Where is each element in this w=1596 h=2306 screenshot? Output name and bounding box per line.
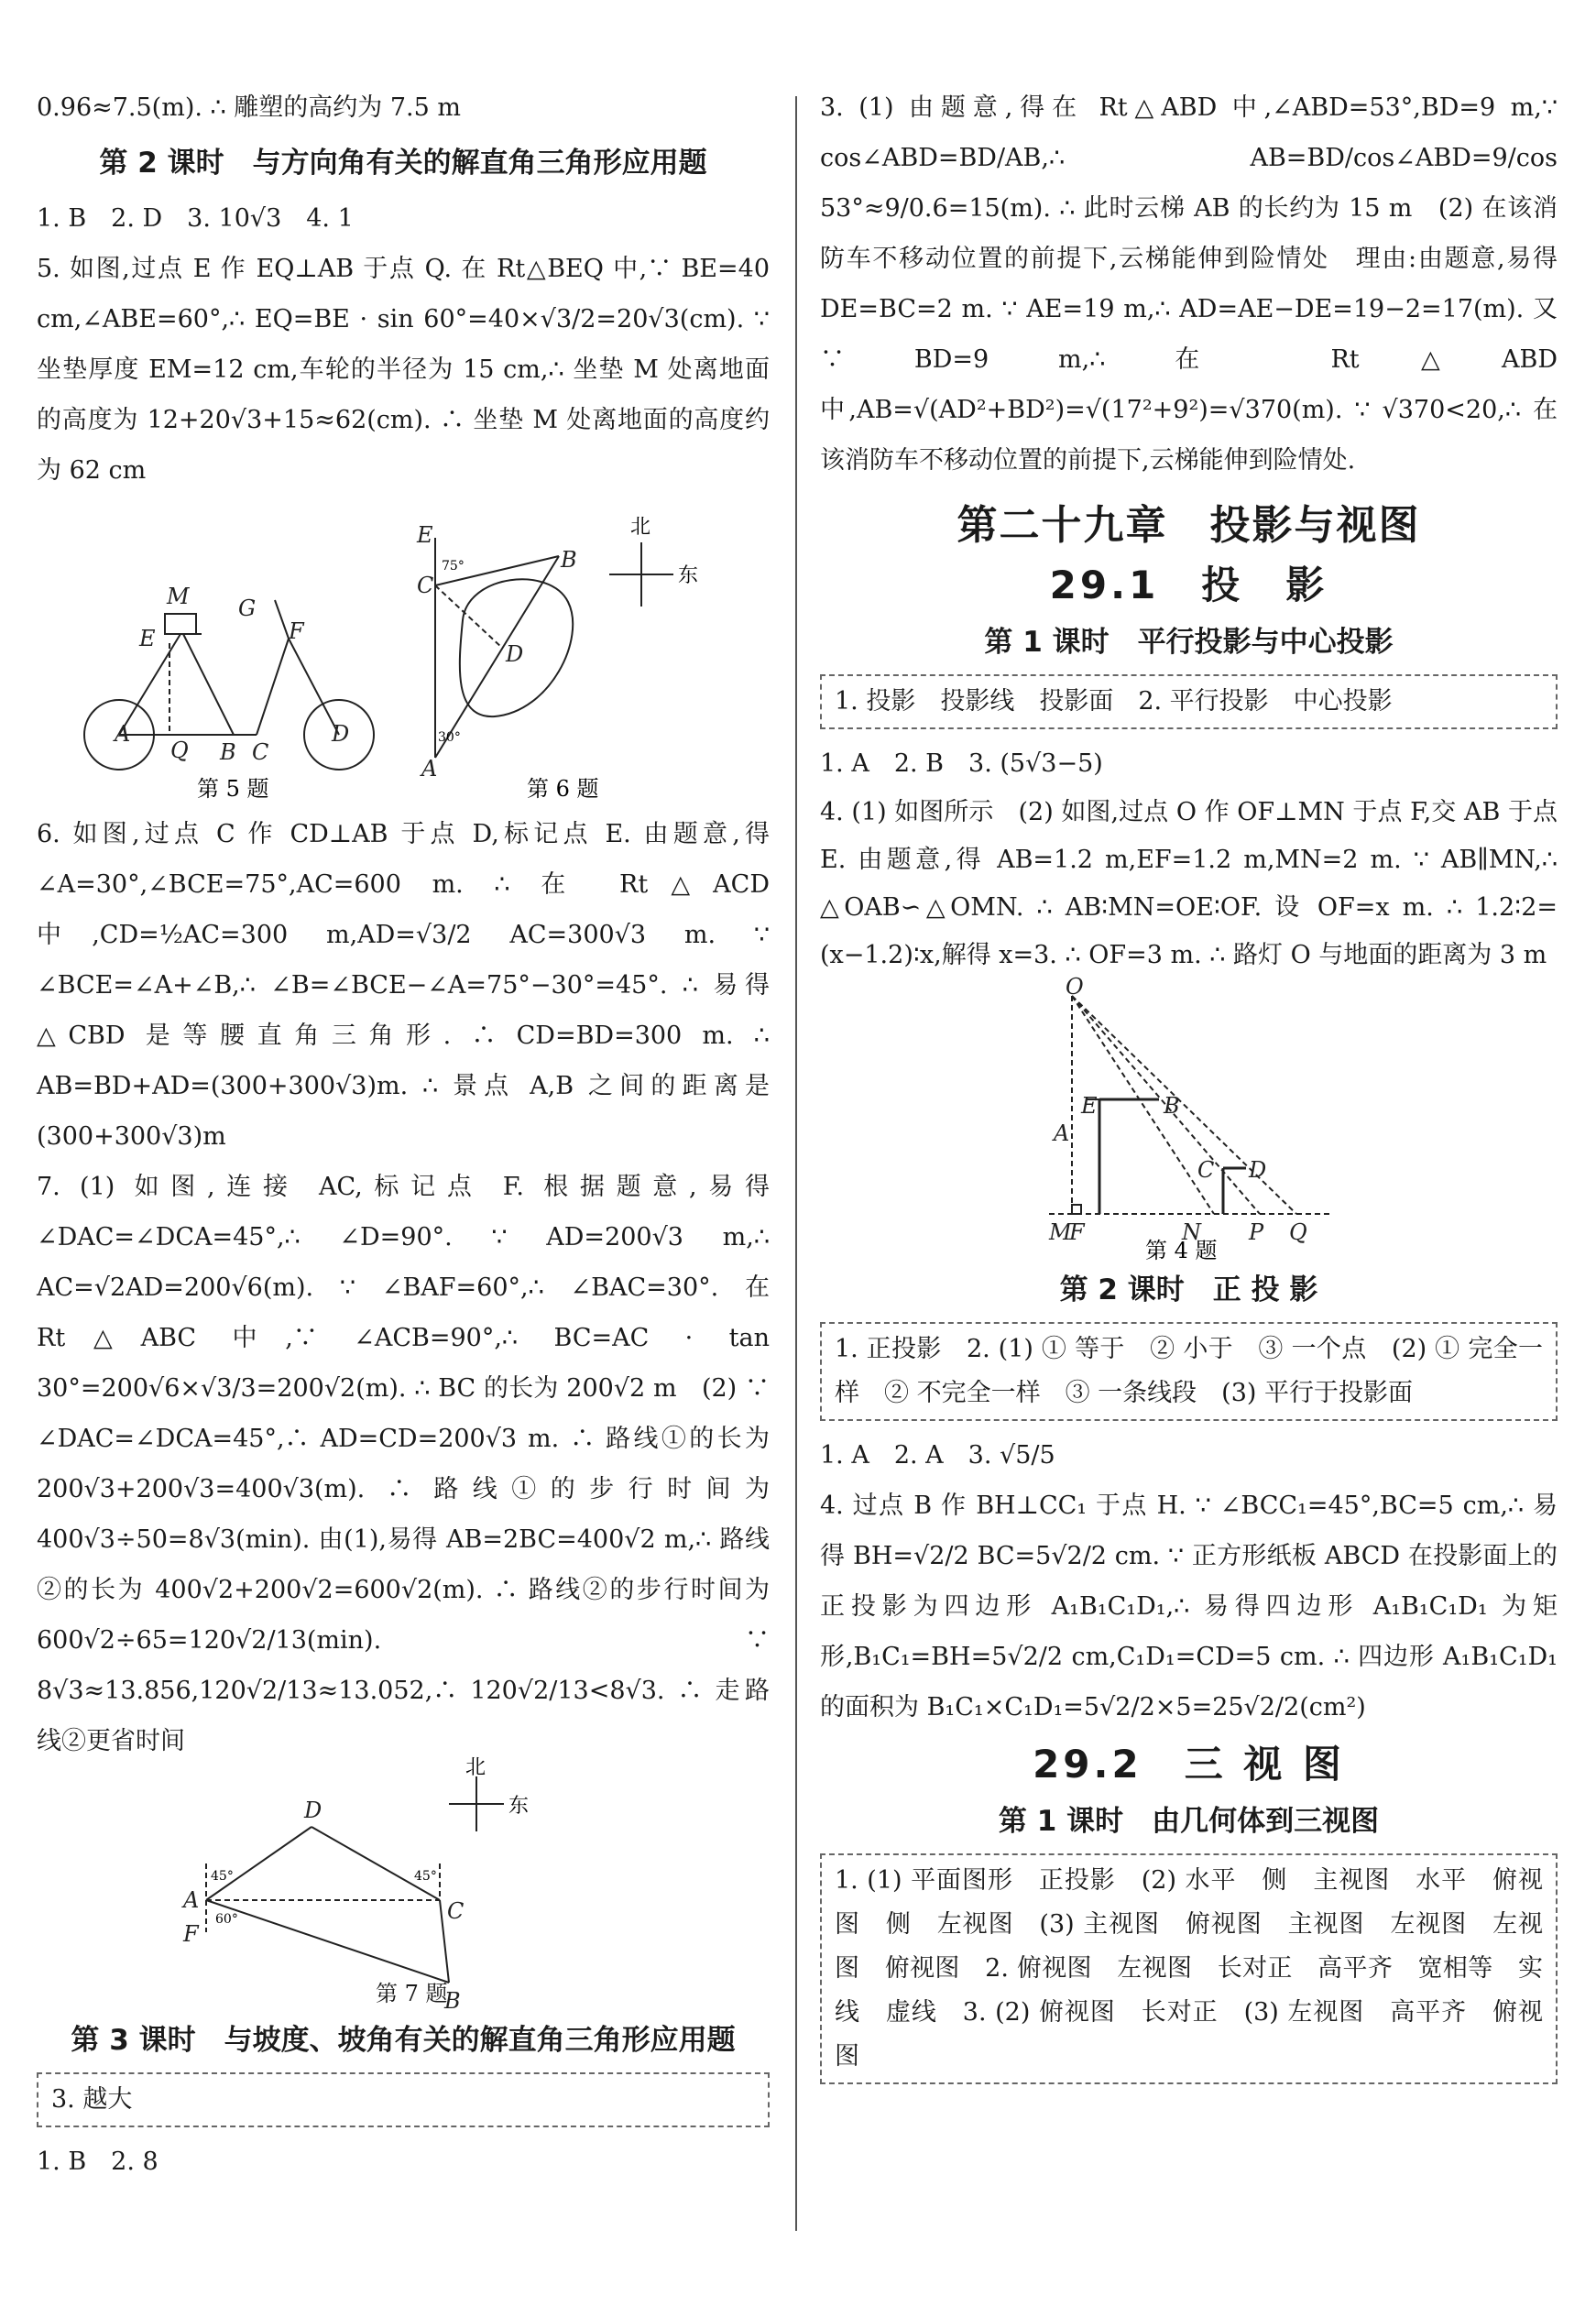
- label-C: C: [252, 739, 269, 765]
- north-label-7: 北: [465, 1756, 486, 1779]
- key-points-box: [820, 674, 1558, 729]
- answers-last: 1. B 2. 8: [37, 2148, 159, 2176]
- lesson-heading-3: 第 3 课时 与坡度、坡角有关的解直角三角形应用题: [71, 2024, 736, 2057]
- figure-4: [820, 974, 1558, 1263]
- label-C6: C: [417, 573, 434, 598]
- caption-6: 第 6 题: [527, 776, 599, 802]
- answers: 1. A 2. B 3. (5√3−5): [820, 749, 1103, 778]
- label-D: D: [1249, 1157, 1267, 1183]
- label-A6: A: [421, 756, 438, 781]
- label-M: M: [1049, 1219, 1072, 1245]
- label-D7: D: [304, 1798, 322, 1823]
- question-5: 5. 如图,过点 E 作 EQ⊥AB 于点 Q. 在 Rt△BEQ 中,∵ BE=40 cm,∠ABE=60°,∴ EQ=BE · sin 60°=40×√3/2=20√3(cm). ∵ 坐垫厚度 EM=12 cm,车轮的半径为 15 cm,∴ 坐垫 M 处离地面的高度为 12+20√3+15≈62(cm). ∴ 坐垫 M 处离地面的高度约为 62 cm: [37, 255, 770, 485]
- label-D: D: [332, 721, 350, 747]
- box-text: 1. 投影 投影线 投影面 2. 平行投影 中心投影: [835, 687, 1393, 716]
- question-7: 7. (1) 如图,连接 AC,标记点 F. 根据题意,易得∠DAC=∠DCA=45°,∴ ∠D=90°. ∵ AD=200√3 m,∴ AC=√2AD=200√6(m). ∵ ∠BAF=60°,∴ ∠BAC=30°. 在 Rt△ABC 中,∵ ∠ACB=90°,∴ BC=AC · tan 30°=200√6×√3/3=200√2(m). ∴ BC 的长为 200√2 m (2) ∵ ∠DAC=∠DCA=45°,∴ AD=CD=200√3 m. ∴ 路线①的长为 200√3+200√3=400√3(m). ∴ 路线①的步行时间为 400√3÷50=8√3(min). 由(1),易得 AB=2BC=400√2 m,∴ 路线②的长为 400√2+200√2=600√2(m). ∴ 路线②的步行时间为 600√2÷65=120√2/13(min). ∵ 8√3≈13.856,120√2/13≈13.052,∴ 120√2/13<8√3. ∴ 走路线②更省时间: [37, 1173, 770, 1755]
- label-B7: B: [444, 1988, 461, 2014]
- column-divider: [795, 96, 797, 2231]
- label-N: N: [1182, 1219, 1201, 1245]
- lesson-heading: 第 1 课时 平行投影与中心投影: [984, 626, 1394, 659]
- text-line: 0.96≈7.5(m). ∴ 雕塑的高约为 7.5 m: [37, 93, 461, 122]
- label-A: A: [115, 721, 131, 747]
- key-points-box-3: [820, 1853, 1558, 2084]
- label-C7: C: [447, 1898, 465, 1924]
- label-B: B: [220, 739, 236, 765]
- east-label-7: 东: [508, 1795, 530, 1818]
- label-B6: B: [561, 547, 577, 573]
- figure-7-svg: [37, 1756, 770, 2014]
- lesson-heading-3: 第 1 课时 由几何体到三视图: [998, 1805, 1380, 1838]
- figure-4-svg: [820, 974, 1558, 1263]
- question-4: 4. (1) 如图所示 (2) 如图,过点 O 作 OF⊥MN 于点 F,交 AB 于点 E. 由题意,得 AB=1.2 m,EF=1.2 m,MN=2 m. ∵ AB∥MN,∴ △OAB∽△OMN. ∴ AB∶MN=OE∶OF. 设 OF=x m. ∴ 1.2∶2=(x−1.2)∶x,解得 x=3. ∴ OF=3 m. ∴ 路灯 O 与地面的距离为 3 m: [820, 798, 1558, 969]
- east-label: 东: [678, 564, 699, 587]
- right-column: [820, 82, 1558, 2093]
- label-E: E: [1081, 1093, 1098, 1119]
- figure-7: [37, 1756, 770, 2014]
- chapter-title: 第二十九章 投影与视图: [957, 502, 1421, 549]
- label-M: M: [167, 584, 190, 609]
- label-F7: F: [183, 1921, 199, 1947]
- angle-45a: 45°: [211, 1869, 234, 1884]
- key-points-box-2: [820, 1322, 1558, 1421]
- label-A: A: [1054, 1120, 1070, 1146]
- lesson-heading: 第 2 课时 与方向角有关的解直角三角形应用题: [99, 147, 707, 180]
- answers: 1. B 2. D 3. 10√3 4. 1: [37, 204, 354, 233]
- angle-75: 75°: [442, 559, 465, 574]
- question-3: 3. (1) 由题意,得在 Rt△ABD 中,∠ABD=53°,BD=9 m,∵ cos∠ABD=BD/AB,∴ AB=BD/cos∠ABD=9/cos 53°≈9/0.6=15(m). ∴ 此时云梯 AB 的长约为 15 m (2) 在该消防车不移动位置的前提下,云梯能伸到险情处 理由:由题意,易得 DE=BC=2 m. ∵ AE=19 m,∴ AD=AE−DE=19−2=17(m). 又∵ BD=9 m,∴ 在 Rt△ABD 中,AB=√(AD²+BD²)=√(17²+9²)=√370(m). ∵ √370<20,∴ 在该消防车不移动位置的前提下,云梯能伸到险情处.: [820, 93, 1558, 475]
- figure-6: [435, 538, 673, 758]
- label-C: C: [1197, 1157, 1215, 1183]
- caption-5: 第 5 题: [197, 776, 269, 802]
- box-text: 1. 正投影 2. (1) ① 等于 ② 小于 ③ 一个点 (2) ① 完全一样 ② 不完全一样 ③ 一条线段 (3) 平行于投影面: [835, 1335, 1543, 1407]
- answers-2: 1. A 2. A 3. √5/5: [820, 1441, 1055, 1470]
- label-B: B: [1164, 1093, 1180, 1119]
- label-P: P: [1249, 1219, 1264, 1245]
- label-Q: Q: [170, 738, 189, 763]
- label-D6: D: [506, 641, 524, 667]
- label-A7: A: [183, 1887, 200, 1913]
- figure-5-6-svg: [37, 501, 770, 803]
- label-Q: Q: [1289, 1219, 1307, 1245]
- box-text: 3. 越大: [51, 2085, 133, 2114]
- caption-4: 第 4 题: [1145, 1238, 1218, 1263]
- question-4b: 4. 过点 B 作 BH⊥CC₁ 于点 H. ∵ ∠BCC₁=45°,BC=5 cm,∴ 易得 BH=√2/2 BC=5√2/2 cm. ∵ 正方形纸板 ABCD 在投影面上的正投影为四边形 A₁B₁C₁D₁,∴ 易得四边形 A₁B₁C₁D₁ 为矩形,B₁C₁=BH=5√2/2 cm,C₁D₁=CD=5 cm. ∴ 四边形 A₁B₁C₁D₁ 的面积为 B₁C₁×C₁D₁=5√2/2×5=25√2/2(cm²): [820, 1492, 1558, 1721]
- question-6: 6. 如图,过点 C 作 CD⊥AB 于点 D,标记点 E. 由题意,得∠A=30°,∠BCE=75°,AC=600 m. ∴ 在 Rt△ACD 中,CD=½AC=300 m,AD=√3/2 AC=300√3 m. ∵ ∠BCE=∠A+∠B,∴ ∠B=∠BCE−∠A=75°−30°=45°. ∴ 易得△CBD 是等腰直角三角形. ∴ CD=BD=300 m. ∴ AB=BD+AD=(300+300√3)m. ∴ 景点 A,B 之间的距离是(300+300√3)m: [37, 820, 770, 1151]
- key-points-box: [37, 2072, 770, 2127]
- label-O: O: [1066, 974, 1084, 1000]
- caption-7: 第 7 题: [376, 1981, 448, 2006]
- angle-30: 30°: [438, 730, 461, 745]
- section-title-2: 29.2 三 视 图: [1033, 1742, 1345, 1787]
- label-E6: E: [417, 522, 433, 548]
- left-column: [37, 82, 770, 2187]
- label-F: F: [289, 618, 304, 644]
- figures-5-6: [37, 501, 770, 803]
- angle-45b: 45°: [414, 1869, 437, 1884]
- label-E: E: [139, 626, 156, 651]
- angle-60: 60°: [215, 1912, 238, 1927]
- lesson-heading-2: 第 2 课时 正 投 影: [1059, 1273, 1318, 1306]
- box-text: 1. (1) 平面图形 正投影 (2) 水平 侧 主视图 水平 俯视图 侧 左视图 (3) 主视图 俯视图 主视图 左视图 左视图 俯视图 2. 俯视图 左视图 长对正 高平齐 宽相等 实线 虚线 3. (2) 俯视图 长对正 (3) 左视图 高平齐 俯视图: [835, 1866, 1543, 2071]
- north-label: 北: [630, 516, 651, 539]
- section-title: 29.1 投 影: [1049, 563, 1328, 607]
- label-G: G: [238, 596, 257, 621]
- label-F: F: [1069, 1219, 1085, 1245]
